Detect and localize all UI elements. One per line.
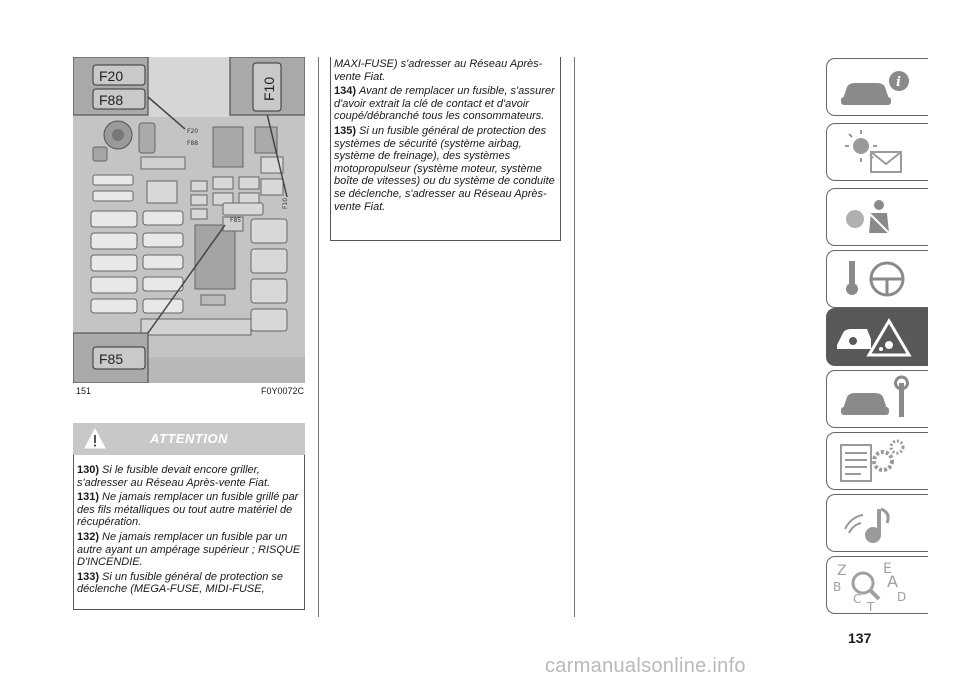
label-f10: F10 <box>261 76 277 101</box>
attention-notes <box>77 464 303 598</box>
attention-title: ATTENTION <box>150 431 228 446</box>
note-133-continuation: MAXI-FUSE) s'adresser au Réseau Après-vente Fiat. <box>334 58 543 83</box>
fuse-box-figure <box>73 57 305 383</box>
svg-text:C: C <box>853 592 862 606</box>
figure-code: F0Y0072C <box>260 386 304 396</box>
label-f88: F88 <box>99 92 124 108</box>
key-steering-wheel-icon <box>827 251 929 309</box>
note-130: 130) Si le fusible devait encore griller, s'adresser au Réseau Après-vente Fiat. <box>77 464 271 489</box>
fuse-box-illustration <box>73 57 305 383</box>
dashboard-lights-icon <box>827 124 929 182</box>
figure-number: 151 <box>76 386 92 396</box>
label-f85: F85 <box>99 351 124 367</box>
svg-text:D: D <box>897 590 907 604</box>
tab-emergency[interactable] <box>826 308 928 366</box>
label-f20: F20 <box>99 68 124 84</box>
attention-continuation-notes <box>334 58 559 215</box>
airbag-seatbelt-icon <box>827 189 929 247</box>
column-divider <box>574 57 575 617</box>
tab-safety[interactable] <box>826 188 928 246</box>
note-133: 133) Si un fusible général de protection se déclenche (MEGA-FUSE, MIDI-FUSE, <box>77 570 284 596</box>
svg-text:E: E <box>883 561 892 577</box>
note-135: 135) Si un fusible général de protection des systèmes de sécurité (système airbag, système de freinage), des systèmes motopropulseur (système moteur, système boîte de vitesses) ou du système de conduite se déclenche, s'adresser au Réseau Après-vente Fiat. <box>334 124 555 213</box>
technical-data-gears-icon <box>827 433 929 491</box>
small-label-f20: F20 <box>187 128 199 135</box>
svg-text:T: T <box>867 600 875 614</box>
emergency-warning-triangle-icon <box>827 309 929 367</box>
svg-text:A: A <box>887 572 898 591</box>
tab-starting-driving[interactable] <box>826 250 928 308</box>
note-132: 132) Ne jamais remplacer un fusible par un autre ayant un ampérage supérieur ; RISQUE D'INCENDIE. <box>77 530 301 569</box>
attention-header <box>73 423 305 455</box>
tab-maintenance[interactable] <box>826 370 928 428</box>
car-maintenance-wrench-icon <box>827 371 929 429</box>
note-131: 131) Ne jamais remplacer un fusible grillé par des fils métalliques ou tout autre matériel de récupération. <box>77 491 299 529</box>
svg-text:i: i <box>896 75 901 90</box>
page-number: 137 <box>848 630 872 646</box>
tab-vehicle-knowledge[interactable] <box>826 58 928 116</box>
car-info-icon <box>827 59 929 117</box>
svg-text:Z: Z <box>837 563 847 579</box>
svg-text:B: B <box>833 580 842 594</box>
column-divider <box>318 57 319 617</box>
alphabetical-index-icon <box>827 557 929 615</box>
note-134: 134) Avant de remplacer un fusible, s'assurer d'avoir extrait la clé de contact et d'avoir coupé/débranché tous les consommateurs. <box>334 85 555 123</box>
small-label-f10: F10 <box>282 197 289 209</box>
small-label-f85: F85 <box>230 217 242 224</box>
watermark: carmanualsonline.info <box>545 655 746 677</box>
tab-index[interactable] <box>826 556 928 614</box>
tab-dashboard[interactable] <box>826 123 928 181</box>
small-label-f88: F88 <box>187 140 199 147</box>
multimedia-music-icon <box>827 495 929 553</box>
tab-technical-data[interactable] <box>826 432 928 490</box>
tab-multimedia[interactable] <box>826 494 928 552</box>
